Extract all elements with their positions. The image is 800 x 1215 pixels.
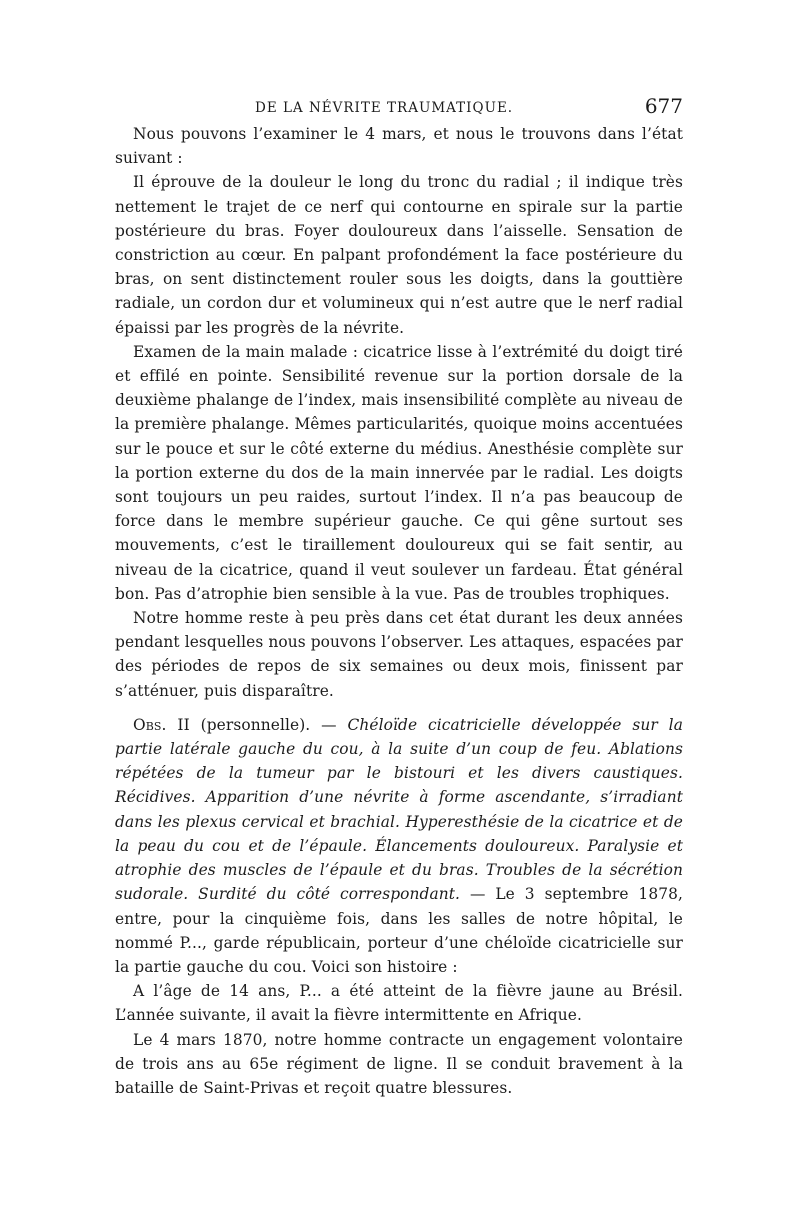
observation-title: Chéloïde cicatricielle développée sur la partie latérale gauche du cou, à la suite d’un coup de feu. Ablations répétées de la tumeur par le bistouri et les divers caustiques. Récidives. Apparition d’une névrite à forme ascendante, s’irradiant dans les plexus cervical et brachial. Hyperesthésie de la cicatrice et de la peau du cou et de l’épaule. Élancements douloureux. Paralysie et atrophie des muscles de l’épaule et du bras. Troubles de la sécrétion sudorale. Surdité du côté correspondant.: [115, 715, 683, 904]
page-header: [115, 94, 683, 122]
page-number: 677: [644, 94, 683, 118]
paragraph-6: Le 4 mars 1870, notre homme contracte un engagement volontaire de trois ans au 65e régiment de ligne. Il se conduit bravement à la bataille de Saint-Privas et reçoit quatre blessures.: [115, 1030, 683, 1097]
observation-label: Obs.: [133, 715, 167, 734]
paragraph-1: Nous pouvons l’examiner le 4 mars, et nous le trouvons dans l’état suivant :: [115, 125, 683, 168]
observation-paragraph: [115, 713, 683, 979]
running-head: DE LA NÉVRITE TRAUMATIQUE.: [255, 100, 514, 116]
paragraph-3: Examen de la main malade : cicatrice lisse à l’extrémité du doigt tiré et effilé en pointe. Sensibilité revenue sur la portion dorsale de la deuxième phalange de l’index, mais insensibilité complète au niveau de la première phalange. Mêmes particularités, quoique moins accentuées sur le pouce et sur le côté externe du médius. Anesthésie complète sur la portion externe du dos de la main innervée par le radial. Les doigts sont toujours un peu raides, surtout l’index. Il n’a pas beaucoup de force dans le membre supérieur gauche. Ce qui gêne surtout ses mouvements, c’est le tiraillement douloureux qui se fait sentir, au niveau de la cicatrice, quand il veut soulever un fardeau. État général bon. Pas d’atrophie bien sensible à la vue. Pas de troubles trophiques.: [115, 342, 683, 603]
observation-number: II (personnelle). —: [166, 715, 348, 734]
page-body: [115, 122, 683, 1100]
observation-continuation: — Le 3 septembre 1878, entre, pour la cinquième fois, dans les salles de notre hôpital, le nommé P..., garde républicain, porteur d’une chéloïde cicatricielle sur la partie gauche du cou. Voici son histoire :: [115, 885, 683, 976]
book-page: [115, 94, 683, 1100]
paragraph-2: Il éprouve de la douleur le long du tronc du radial ; il indique très nettement le trajet de ce nerf qui contourne en spirale sur la partie postérieure du bras. Foyer douloureux dans l’aisselle. Sensation de constriction au cœur. En palpant profondément la face postérieure du bras, on sent distinctement rouler sous les doigts, dans la gouttière radiale, un cordon dur et volumineux qui n’est autre que le nerf radial épaissi par les progrès de la névrite.: [115, 173, 683, 337]
paragraph-5: A l’âge de 14 ans, P... a été atteint de la fièvre jaune au Brésil. L’année suivante, il avait la fièvre intermittente en Afrique.: [115, 982, 683, 1025]
paragraph-4: Notre homme reste à peu près dans cet état durant les deux années pendant lesquelles nous pouvons l’observer. Les attaques, espacées par des périodes de repos de six semaines ou deux mois, finissent par s’atténuer, puis disparaître.: [115, 609, 683, 700]
